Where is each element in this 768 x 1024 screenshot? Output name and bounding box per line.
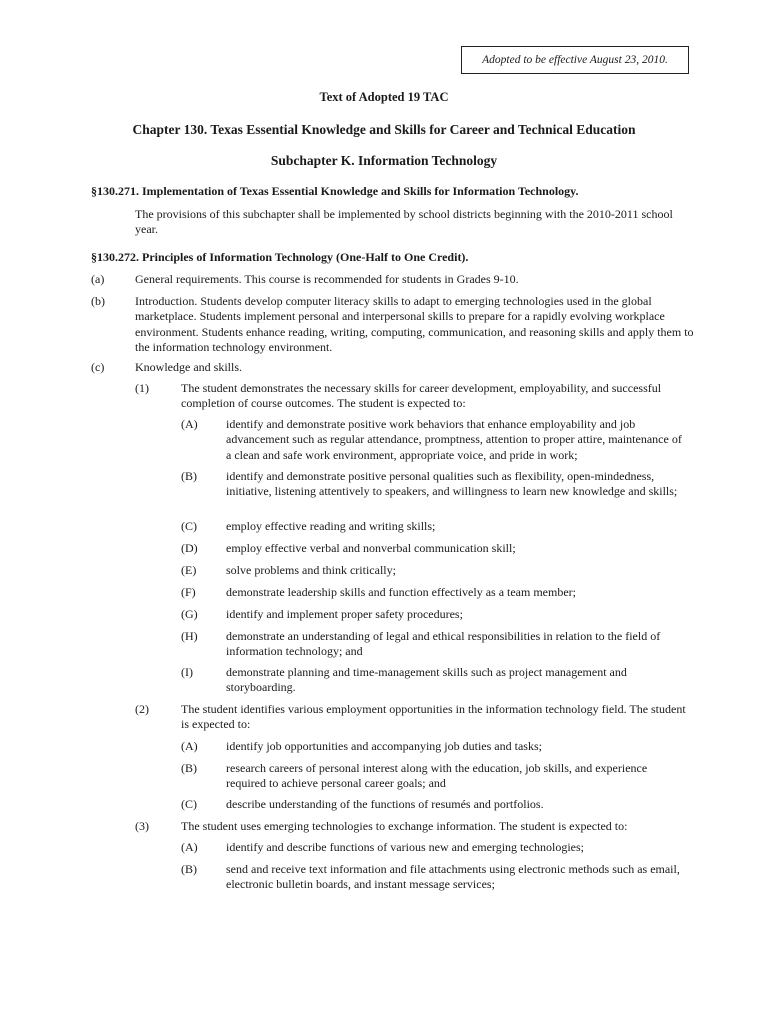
item-3-b-text: send and receive text information and file attachments using electronic methods such as email, electronic bulletin boards, and instant message services; [226, 862, 680, 892]
section-271-text: The provisions of this subchapter shall be implemented by school districts beginning with the 2010-2011 school year. [135, 207, 673, 237]
item-1-c-label: (C) [181, 519, 197, 533]
item-1-a-text: identify and demonstrate positive work behaviors that enhance employability and job advancement such as regular attendance, promptness, attention to proper attire, maintenance of a clean and safe work environment, appropriate voice, and pride in work; [226, 417, 682, 462]
subsection-c-text: Knowledge and skills. [135, 360, 242, 374]
subsection-a-text: General requirements. This course is recommended for students in Grades 9-10. [135, 272, 519, 286]
item-1-f-text: demonstrate leadership skills and function effectively as a team member; [226, 585, 576, 599]
item-2-text: The student identifies various employment opportunities in the information technology field. The student is expected to: [181, 702, 686, 732]
item-2-label: (2) [135, 702, 149, 716]
subchapter-heading: Subchapter K. Information Technology [270, 153, 498, 168]
chapter-heading: Chapter 130. Texas Essential Knowledge and Skills for Career and Technical Education [132, 122, 636, 137]
item-2-a-label: (A) [181, 739, 198, 753]
item-2-c-label: (C) [181, 797, 197, 811]
subsection-c-label: (c) [91, 360, 105, 374]
item-1-i-text: demonstrate planning and time-management skills such as project management and storyboarding. [226, 665, 627, 695]
item-1-g-label: (G) [181, 607, 198, 621]
item-1-label: (1) [135, 381, 149, 395]
subsection-b-label: (b) [91, 294, 105, 308]
document-title: Text of Adopted 19 TAC [319, 90, 449, 104]
item-3-a-label: (A) [181, 840, 198, 854]
item-1-b-label: (B) [181, 469, 197, 483]
item-1-e-text: solve problems and think critically; [226, 563, 396, 577]
effective-date-stamp: Adopted to be effective August 23, 2010. [461, 46, 689, 74]
item-1-i-label: (I) [181, 665, 193, 679]
item-1-h-label: (H) [181, 629, 198, 643]
item-1-e-label: (E) [181, 563, 197, 577]
subsection-a-label: (a) [91, 272, 105, 286]
item-1-b-text: identify and demonstrate positive personal qualities such as flexibility, open-mindedness, initiative, listening attentively to speakers, and willingness to learn new knowledge and skills; [226, 469, 678, 499]
item-2-a-text: identify job opportunities and accompanying job duties and tasks; [226, 739, 542, 753]
item-3-b-label: (B) [181, 862, 197, 876]
item-1-h-text: demonstrate an understanding of legal and ethical responsibilities in relation to the field of information technology; and [226, 629, 661, 659]
subsection-b-text: Introduction. Students develop computer literacy skills to adapt to emerging technologies used in the global marketplace. Students implement personal and interpersonal skills to prepare for a rapidly evolving workplace environment. Students enhance reading, writing, computing, communication, and reasoning skills and apply them to the information technology environment. [135, 294, 694, 355]
item-3-label: (3) [135, 819, 149, 833]
item-2-b-label: (B) [181, 761, 197, 775]
item-1-c-text: employ effective reading and writing skills; [226, 519, 436, 533]
item-2-b-text: research careers of personal interest along with the education, job skills, and experience required to achieve personal career goals; and [226, 761, 648, 791]
item-1-g-text: identify and implement proper safety procedures; [226, 607, 463, 621]
item-1-d-text: employ effective verbal and nonverbal communication skill; [226, 541, 516, 555]
item-1-d-label: (D) [181, 541, 198, 555]
item-1-text: The student demonstrates the necessary skills for career development, employability, and successful completion of course outcomes. The student is expected to: [181, 381, 662, 411]
item-2-c-text: describe understanding of the functions of resumés and portfolios. [226, 797, 544, 811]
section-271-heading: §130.271. Implementation of Texas Essential Knowledge and Skills for Information Technology. [91, 184, 579, 198]
item-3-text: The student uses emerging technologies to exchange information. The student is expected to: [181, 819, 628, 833]
item-3-a-text: identify and describe functions of various new and emerging technologies; [226, 840, 585, 854]
item-1-f-label: (F) [181, 585, 196, 599]
section-272-heading: §130.272. Principles of Information Technology (One-Half to One Credit). [91, 250, 469, 264]
item-1-a-label: (A) [181, 417, 198, 431]
